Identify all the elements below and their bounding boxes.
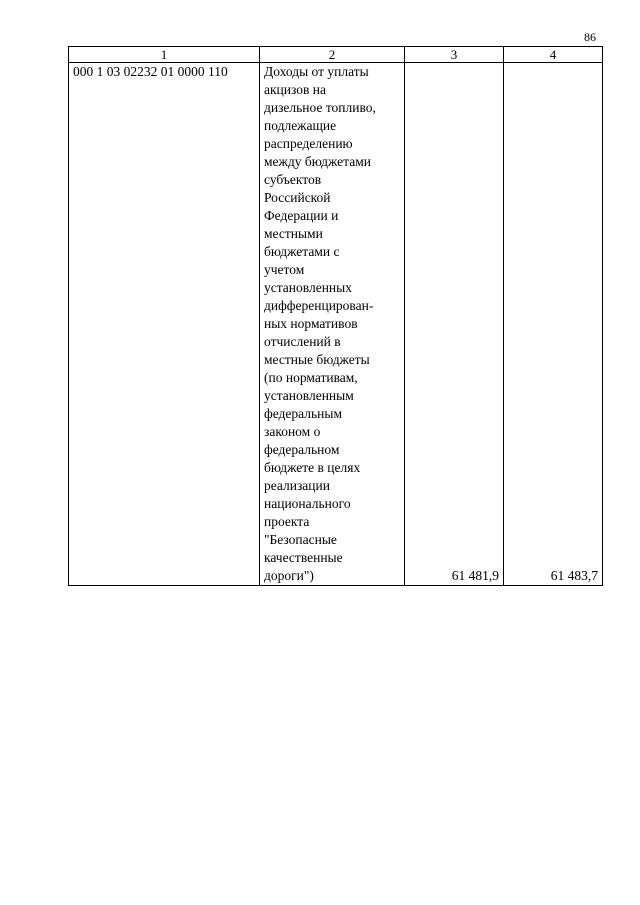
table-body [69, 63, 603, 586]
budget-table [68, 46, 603, 586]
header-col-4: 4 [504, 47, 603, 63]
table-header [69, 47, 603, 63]
budget-code-cell: 000 1 03 02232 01 0000 110 [69, 63, 260, 586]
amount-col-4-cell: 61 483,7 [504, 63, 603, 586]
page-number: 86 [584, 30, 596, 44]
header-col-2: 2 [260, 47, 405, 63]
header-col-3: 3 [405, 47, 504, 63]
income-description-cell: Доходы от уплаты акцизов на дизельное топливо, подлежащие распределению между бюджетами субъектов Российской Федерации и местными бюджетами с учетом установленных дифференцирован- ных нормативов отчислений в местные бюджеты (по нормативам, установленным федеральным законом о федеральном бюджете в целях реализации национального проекта "Безопасные качественные дороги") [260, 63, 405, 586]
header-row [69, 47, 603, 63]
table-row [69, 63, 603, 586]
header-col-1: 1 [69, 47, 260, 63]
amount-col-3-cell: 61 481,9 [405, 63, 504, 586]
